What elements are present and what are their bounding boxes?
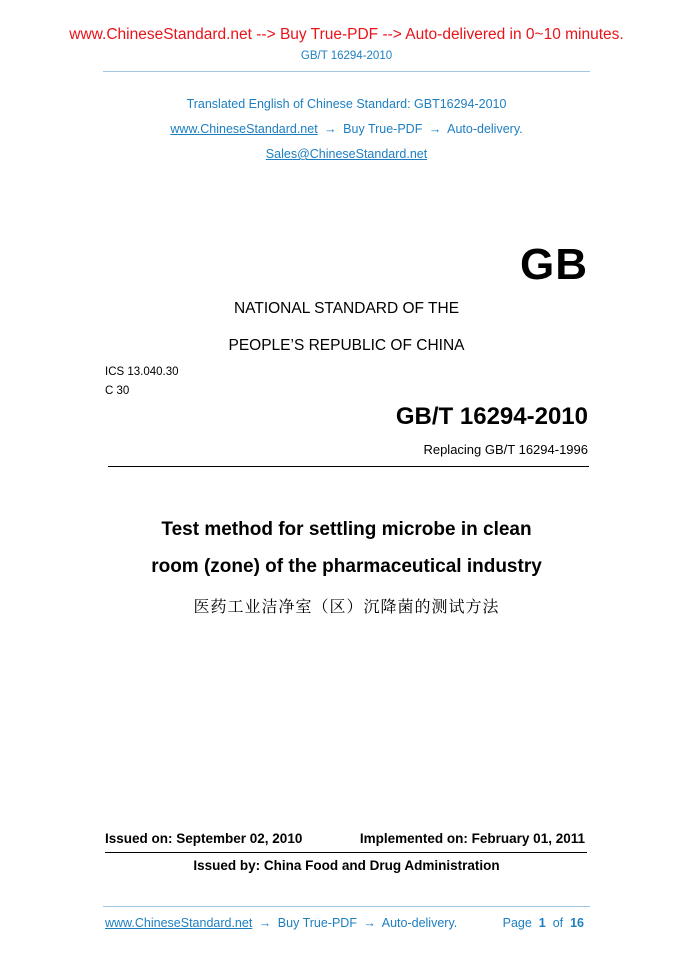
implemented-on: Implemented on: February 01, 2011 (359, 831, 585, 846)
ics-code: ICS 13.040.30 (105, 366, 179, 378)
issued-by: Issued by: China Food and Drug Administration (193, 858, 500, 873)
top-banner[interactable]: www.ChineseStandard.net --> Buy True-PDF --> Auto-delivered in 0~10 minutes. (69, 26, 624, 43)
footer-links (105, 916, 457, 930)
page-label: Page (502, 916, 532, 930)
standard-number: GB/T 16294-2010 (395, 403, 588, 430)
replacing-note: Replacing GB/T 16294-1996 (423, 442, 588, 457)
arrow-right-icon: → (324, 122, 337, 136)
translation-note: Translated English of Chinese Standard: GBT16294-2010 (186, 97, 507, 111)
national-standard-line2: PEOPLE’S REPUBLIC OF CHINA (228, 337, 465, 354)
title-chinese: 医药工业洁净室（区）沉降菌的测试方法 (193, 599, 500, 616)
ccs-code: C 30 (105, 385, 130, 397)
page-total: 16 (570, 916, 584, 930)
email-row (0, 147, 693, 161)
issue-divider (105, 852, 587, 853)
page-indicator (503, 916, 584, 930)
title-divider (108, 466, 589, 467)
title-line2: room (zone) of the pharmaceutical industry (151, 556, 542, 577)
sales-email-link[interactable]: Sales@ChineseStandard.net (265, 147, 428, 161)
arrow-right-icon: → (428, 122, 442, 136)
of-label: of (552, 916, 564, 930)
gb-logo: GB (520, 240, 588, 289)
auto-delivery-text: Auto-delivery. (447, 122, 523, 136)
national-standard-line1: NATIONAL STANDARD OF THE (233, 300, 460, 317)
buy-true-pdf-text: Buy True-PDF (343, 122, 423, 136)
arrow-right-icon: → (363, 916, 376, 930)
footer-buy-text: Buy True-PDF (277, 916, 357, 930)
header-divider (103, 71, 590, 72)
title-line1: Test method for settling microbe in clean (161, 519, 532, 540)
header-doc-code: GB/T 16294-2010 (300, 50, 393, 62)
footer-delivery-text: Auto-delivery. (381, 916, 458, 930)
translation-links (0, 122, 693, 136)
page-current: 1 (538, 916, 546, 930)
site-link[interactable]: www.ChineseStandard.net (170, 122, 318, 136)
arrow-right-icon: → (258, 916, 272, 930)
footer-divider (103, 906, 590, 907)
issued-on: Issued on: September 02, 2010 (105, 831, 303, 846)
footer-site-link[interactable]: www.ChineseStandard.net (105, 916, 253, 930)
